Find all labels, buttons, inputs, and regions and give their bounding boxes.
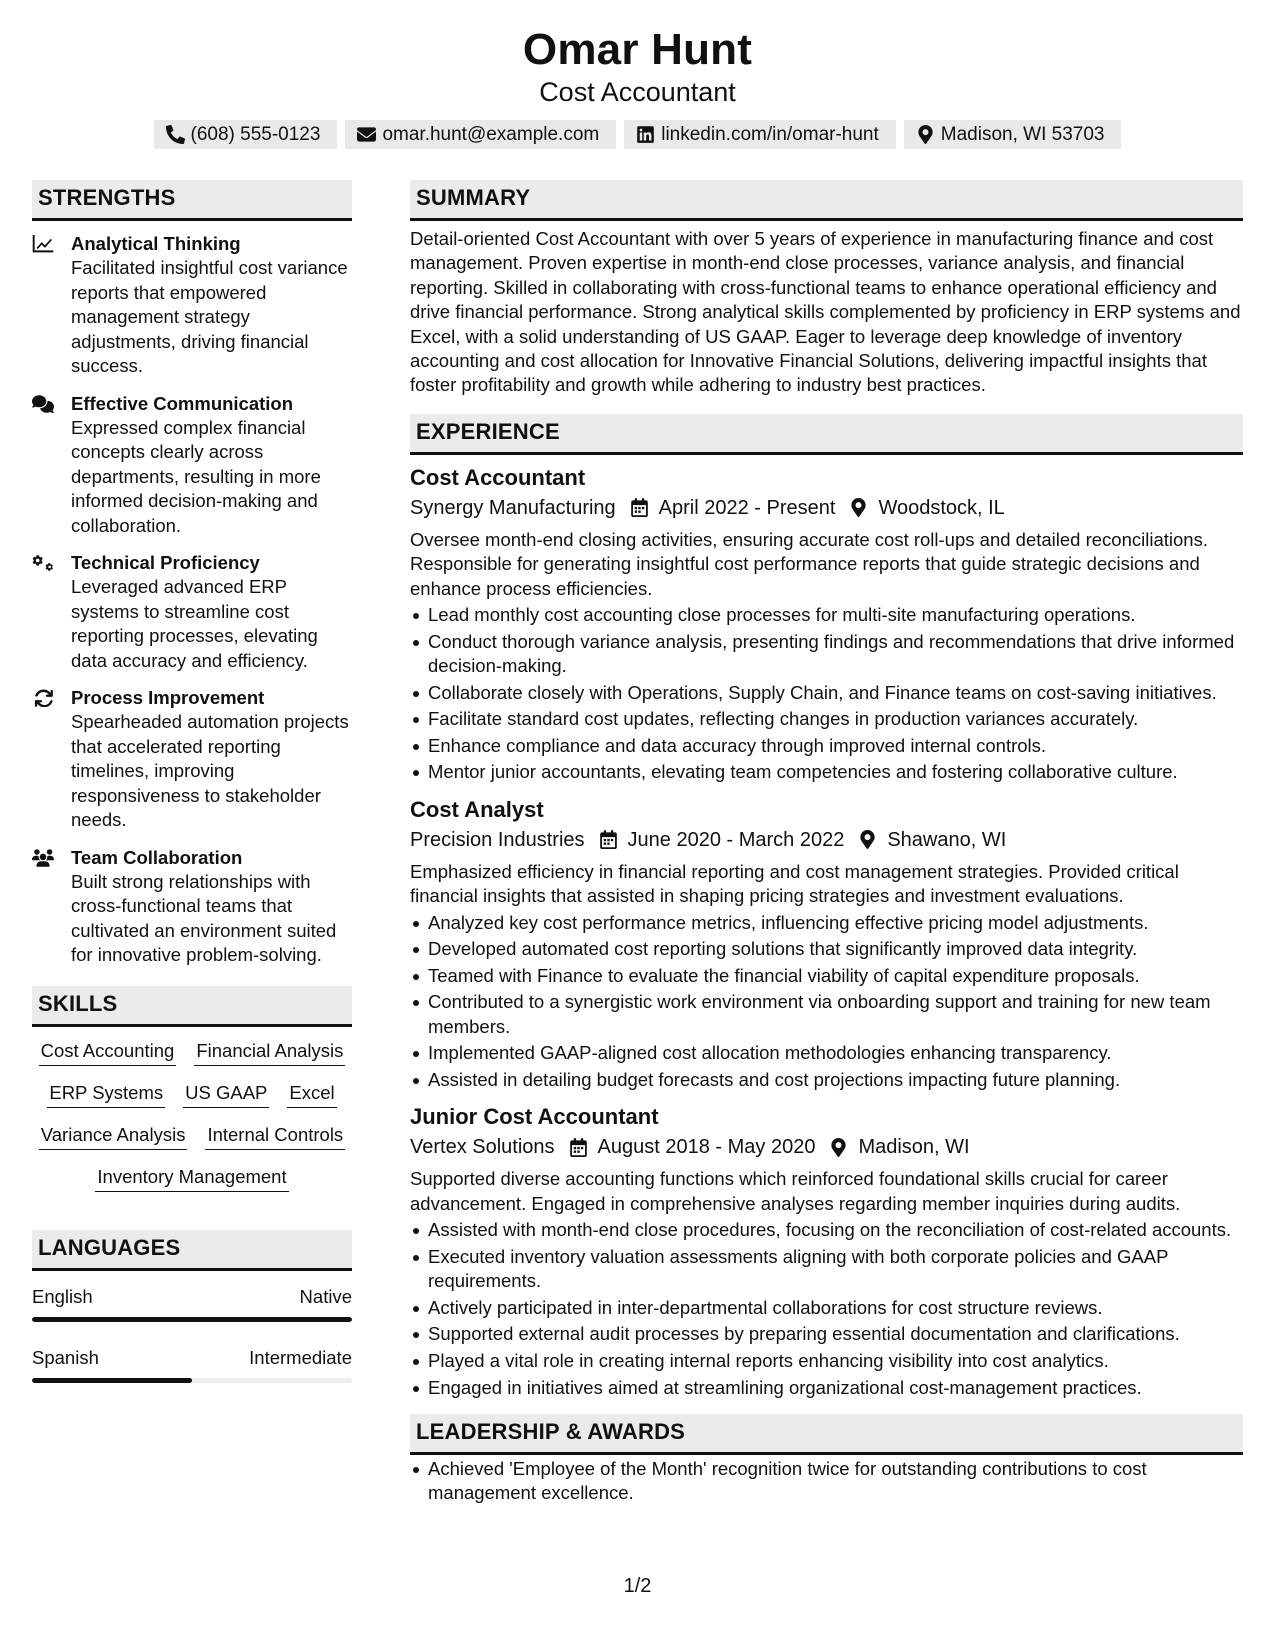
job-bullet: Analyzed key cost performance metrics, influencing effective pricing model adjustments. <box>410 911 1243 935</box>
summary-text: Detail-oriented Cost Accountant with over 5 years of experience in manufacturing finance and cost management. Proven expertise in month-end close processes, variance analysis, and financial reporting. Skilled in collaborating with cross-functional teams to enhance operational efficiency and drive financial performance. Strong analytical skills complemented by proficiency in ERP systems and Excel, with a solid understanding of US GAAP. Eager to leverage deep knowledge of inventory accounting and cost allocation for Innovative Financial Solutions, delivering impactful insights that foster profitability and growth while adhering to industry best practices. <box>410 228 1241 396</box>
location-pin-icon <box>849 498 868 517</box>
calendar-icon <box>569 1138 588 1157</box>
skill-tag: Financial Analysis <box>194 1039 345 1066</box>
phone-icon <box>166 125 185 144</box>
job-bullet: Mentor junior accountants, elevating team competencies and fostering collaborative culture. <box>410 760 1243 784</box>
languages-heading: LANGUAGES <box>32 1230 352 1271</box>
job-location: Madison, WI <box>858 1136 970 1159</box>
location-pin-icon <box>829 1138 848 1157</box>
left-column <box>32 180 352 1407</box>
skill-tag: US GAAP <box>183 1081 269 1108</box>
linkedin-icon <box>636 125 655 144</box>
job-company: Synergy Manufacturing <box>410 496 616 519</box>
job-bullets <box>410 603 1243 785</box>
language-bar <box>32 1378 352 1383</box>
job-bullet: Teamed with Finance to evaluate the financial viability of capital expenditure proposals. <box>410 964 1243 988</box>
gears-icon <box>32 554 54 572</box>
job-bullet: Executed inventory valuation assessments aligning with both corporate policies and GAAP requirements. <box>410 1245 1243 1294</box>
job-location: Woodstock, IL <box>878 496 1005 519</box>
experience-heading: EXPERIENCE <box>410 414 1243 455</box>
language-item <box>32 1285 352 1322</box>
job-bullet: Facilitate standard cost updates, reflecting changes in production variances accurately. <box>410 707 1243 731</box>
calendar-icon <box>599 830 618 849</box>
job-description: Emphasized efficiency in financial reporting and cost management strategies. Provided critical financial insights that assisted in shaping pricing strategies and investment evaluations. <box>410 860 1179 907</box>
contact-linkedin[interactable] <box>624 120 896 149</box>
strengths-heading: STRENGTHS <box>32 180 352 221</box>
job-meta <box>410 825 1243 855</box>
contact-email[interactable] <box>345 120 616 149</box>
linkedin-text: linkedin.com/in/omar-hunt <box>661 123 879 145</box>
strength-title: Effective Communication <box>71 392 294 414</box>
strength-desc: Facilitated insightful cost variance reports that empowered management strategy adjustments, driving financial success. <box>71 257 348 376</box>
strength-desc: Leveraged advanced ERP systems to streamline cost reporting processes, elevating data accuracy and efficiency. <box>71 576 318 671</box>
strength-item <box>32 550 352 673</box>
skills-heading: SKILLS <box>32 986 352 1027</box>
contact-location <box>904 120 1122 149</box>
envelope-icon <box>357 125 376 144</box>
strength-title: Process Improvement <box>71 687 265 708</box>
job-title: Cost Analyst <box>410 796 544 822</box>
strength-desc: Spearheaded automation projects that accelerated reporting timelines, improving responsiveness to stakeholder needs. <box>71 711 349 830</box>
language-bar <box>32 1317 352 1322</box>
job-bullet: Enhance compliance and data accuracy through improved internal controls. <box>410 734 1243 758</box>
job-meta <box>410 1132 1243 1162</box>
skills-list <box>32 1039 352 1192</box>
phone-text: (608) 555-0123 <box>190 123 321 145</box>
job-bullet: Lead monthly cost accounting close processes for multi-site manufacturing operations. <box>410 603 1243 627</box>
job-title: Junior Cost Accountant <box>410 1104 659 1130</box>
job-bullet: Assisted in detailing budget forecasts and cost projections impacting future planning. <box>410 1068 1243 1092</box>
job-description: Supported diverse accounting functions which reinforced foundational skills crucial for career advancement. Engaged in comprehensive analyses regarding member inquiries during audits. <box>410 1168 1181 1214</box>
job-entry <box>410 463 1243 785</box>
job-bullet: Developed automated cost reporting solutions that significantly improved data integrity. <box>410 937 1243 961</box>
strength-item <box>32 845 352 968</box>
job-entry <box>410 795 1243 1093</box>
language-name: Spanish <box>32 1346 99 1368</box>
language-level: Native <box>299 1285 352 1307</box>
candidate-name: Omar Hunt <box>522 25 753 74</box>
job-dates: April 2022 - Present <box>658 496 836 519</box>
awards-list <box>410 1457 1243 1506</box>
job-company: Precision Industries <box>410 828 585 851</box>
location-text: Madison, WI 53703 <box>940 123 1105 145</box>
job-bullet: Assisted with month-end close procedures, focusing on the reconciliation of cost-related accounts. <box>410 1218 1243 1242</box>
page-number: 1/2 <box>623 1575 652 1597</box>
location-pin-icon <box>858 830 877 849</box>
languages-list <box>32 1285 352 1383</box>
users-icon <box>32 849 54 867</box>
job-bullets <box>410 911 1243 1093</box>
language-name: English <box>32 1285 93 1307</box>
job-description: Oversee month-end closing activities, ensuring accurate cost roll-ups and detailed reconciliations. Responsible for generating insightful cost performance reports that guide strategic decisions and enhance process efficiencies. <box>410 528 1208 599</box>
strengths-list <box>32 231 352 968</box>
job-meta <box>410 493 1243 523</box>
right-column <box>410 180 1243 1508</box>
job-bullet: Played a vital role in creating internal reports enhancing visibility into cost analytics. <box>410 1349 1243 1373</box>
location-pin-icon <box>916 125 935 144</box>
calendar-icon <box>630 498 649 517</box>
job-dates: June 2020 - March 2022 <box>627 828 845 851</box>
job-bullet: Engaged in initiatives aimed at streamlining organizational cost-management practices. <box>410 1376 1243 1400</box>
candidate-title: Cost Accountant <box>539 77 736 107</box>
award-item: Achieved 'Employee of the Month' recognition twice for outstanding contributions to cost management excellence. <box>410 1457 1243 1506</box>
skill-tag: Internal Controls <box>205 1123 345 1150</box>
job-company: Vertex Solutions <box>410 1136 555 1159</box>
job-title: Cost Accountant <box>410 464 586 490</box>
skill-tag: Variance Analysis <box>39 1123 188 1150</box>
summary-heading: SUMMARY <box>410 180 1243 221</box>
strength-title: Technical Proficiency <box>71 552 260 573</box>
refresh-icon <box>32 689 54 707</box>
strength-desc: Expressed complex financial concepts clearly across departments, resulting in more informed decision-making and collaboration. <box>71 416 321 536</box>
language-item <box>32 1346 352 1383</box>
strength-desc: Built strong relationships with cross-functional teams that cultivated an environment suited for innovative problem-solving. <box>71 870 337 965</box>
job-bullet: Implemented GAAP-aligned cost allocation methodologies enhancing transparency. <box>410 1041 1243 1065</box>
skill-tag: Cost Accounting <box>39 1039 177 1066</box>
contact-phone <box>154 120 338 149</box>
contact-bar <box>0 120 1275 149</box>
strength-item <box>32 391 352 539</box>
language-bar-fill <box>32 1317 352 1322</box>
job-bullet: Collaborate closely with Operations, Supply Chain, and Finance teams on cost-saving initiatives. <box>410 681 1243 705</box>
strength-item <box>32 685 352 833</box>
skill-tag: ERP Systems <box>47 1081 165 1108</box>
skill-tag: Inventory Management <box>95 1165 288 1192</box>
job-bullet: Actively participated in inter-departmental collaborations for cost structure reviews. <box>410 1296 1243 1320</box>
job-dates: August 2018 - May 2020 <box>597 1136 816 1159</box>
job-entry <box>410 1102 1243 1400</box>
strength-item <box>32 231 352 379</box>
strength-title: Analytical Thinking <box>71 233 241 254</box>
awards-heading: LEADERSHIP & AWARDS <box>410 1414 1243 1455</box>
job-location: Shawano, WI <box>887 828 1007 851</box>
language-level: Intermediate <box>249 1346 352 1368</box>
job-bullet: Conduct thorough variance analysis, presenting findings and recommendations that drive informed decision-making. <box>410 630 1243 679</box>
experience-list <box>410 463 1243 1400</box>
job-bullets <box>410 1218 1243 1400</box>
strength-title: Team Collaboration <box>71 846 243 868</box>
chart-line-icon <box>32 235 54 253</box>
skill-tag: Excel <box>287 1081 336 1108</box>
job-bullet: Contributed to a synergistic work environment via onboarding support and training for new team members. <box>410 990 1243 1039</box>
job-bullet: Supported external audit processes by preparing essential documentation and clarifications. <box>410 1322 1243 1346</box>
comments-icon <box>32 395 54 413</box>
language-bar-fill <box>32 1378 192 1383</box>
email-text: omar.hunt@example.com <box>382 123 600 145</box>
resume-header <box>0 22 1275 149</box>
